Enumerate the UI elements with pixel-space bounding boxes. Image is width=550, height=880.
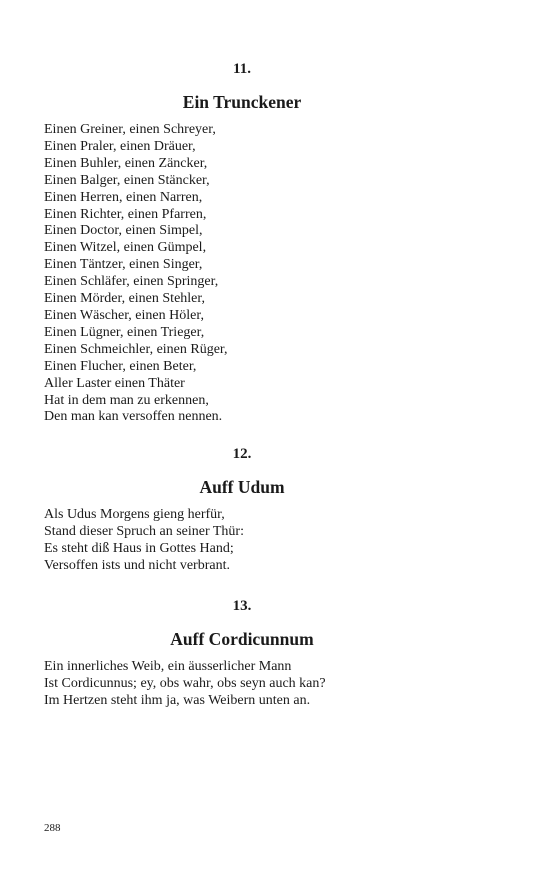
poem-line: Einen Schmeichler, einen Rüger,: [44, 341, 228, 357]
poem-line: Ein innerliches Weib, ein äusserlicher Mann: [44, 659, 292, 674]
poem-13: [44, 597, 440, 710]
poem-line: Einen Praler, einen Dräuer,: [44, 138, 196, 154]
poem-line: Einen Witzel, einen Gümpel,: [44, 240, 207, 256]
poem-line: Hat in dem man zu erkennen,: [44, 392, 209, 408]
poem-line: Als Udus Morgens gieng herfür,: [44, 507, 225, 522]
poem-12: [44, 445, 440, 575]
poem-line: Einen Wäscher, einen Höler,: [44, 307, 204, 323]
poem-line: Einen Flucher, einen Beter,: [44, 358, 197, 374]
poem-line: Den man kan versoffen nennen.: [44, 409, 223, 425]
poem-number: 13.: [232, 598, 252, 614]
poem-title: Auff Cordicunnum: [170, 629, 314, 649]
poem-title: Auff Udum: [199, 477, 285, 497]
poem-line: Einen Täntzer, einen Singer,: [44, 257, 203, 273]
poem-line: Es steht diß Haus in Gottes Hand;: [44, 540, 234, 556]
poem-line: Einen Richter, einen Pfarren,: [44, 206, 207, 222]
poem-line: Einen Schläfer, einen Springer,: [44, 274, 219, 290]
poem-line: Einen Herren, einen Narren,: [44, 189, 203, 205]
poem-line: Versoffen ists und nicht verbrant.: [44, 557, 230, 573]
poem-number: 12.: [232, 446, 252, 462]
poem-line: Einen Buhler, einen Zäncker,: [44, 155, 208, 171]
poem-line: Stand dieser Spruch an seiner Thür:: [44, 523, 244, 539]
poem-lines: [44, 659, 440, 710]
poem-line: Einen Doctor, einen Simpel,: [44, 223, 203, 239]
poem-line: Ist Cordicunnus; ey, obs wahr, obs seyn auch kan?: [44, 675, 326, 691]
poem-line: Einen Mörder, einen Stehler,: [44, 291, 205, 307]
poem-line: Im Hertzen steht ihm ja, was Weibern unten an.: [44, 692, 311, 708]
poem-lines: [44, 507, 440, 575]
page-number: 288: [44, 822, 61, 834]
poem-line: Einen Lügner, einen Trieger,: [44, 324, 205, 340]
poem-number: 11.: [233, 61, 251, 77]
poem-line: Aller Laster einen Thäter: [44, 375, 185, 391]
poem-11: [44, 60, 440, 426]
poem-line: Einen Balger, einen Stäncker,: [44, 172, 210, 188]
poem-lines: [44, 122, 440, 426]
poem-title: Ein Trunckener: [182, 92, 302, 112]
poem-line: Einen Greiner, einen Schreyer,: [44, 122, 216, 137]
